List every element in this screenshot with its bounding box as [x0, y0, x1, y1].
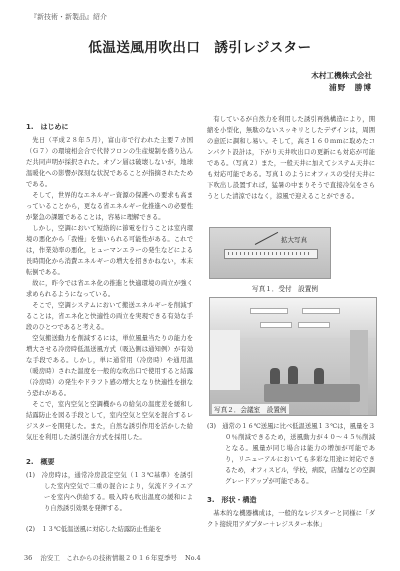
paragraph: 先日（平成２８年５月），富山市で行われた主要７カ国（Ｇ７）の環境相会合で代替フロンの生産規制を盛り込んだ共同声明が採択された。オゾン層は破壊しないが，地球温暖化への影響が深刻な状況であることが指摘されたためである。: [26, 137, 193, 188]
list-item: (2) １３℃低温送風に対応した結露防止性能を: [26, 526, 162, 533]
person: [270, 368, 280, 384]
diffuser-slots: [228, 252, 312, 255]
person: [314, 368, 324, 384]
window: [210, 330, 240, 390]
issue-number: No.4: [184, 554, 201, 562]
zoom-callout-label: 拡大写真: [281, 236, 307, 244]
page-number: 36: [24, 554, 33, 562]
paragraph: 空気搬送動力を削減するには，単位風量当たりの能力を増大させる冷房時低温送風方式（吸込側は通知例）が有効な手段である。しかし，単に通常用（冷房時）や通用温（暖房時）された温度を一般的な吹出口で使用すると結露（冷房時）の発生やドラフト感の増大となり快適性を損なう恐れがある。: [26, 335, 193, 397]
section-heading: 1. はじめに: [26, 123, 69, 131]
column-tag: 『新技術・新製品』紹介: [30, 13, 107, 21]
meeting-table: [264, 384, 360, 402]
paragraph: 有しているが自然力を利用した誘引再熱構造により，開縮を小型化，無駄のないスッキリとしたデザインは，周囲の意匠に調和し易い。そして，高さ１６０ｍｍに取めたコンパクト設計は，下がり天井吹出口の更新にも対応が可能である。（写真２）また，一般天井に加えてシステム天井にも対応可能である。写真１のようにオフィスの受付天井に下吹出し設置すれば，猛暑の中まりそうで直接冷気をさらうとした清涼ではなく，涼風で迎えることができる。: [207, 116, 375, 200]
paragraph: 基本的な機器構成は，一般的なレジスターと同様に「ダクト接続用アダプター＋レジスター本体」: [207, 510, 375, 528]
section-heading: 2. 概要: [26, 458, 55, 466]
photo-caption-1: 写真１．受付 設置例: [252, 285, 318, 293]
author-name: 浦野 勝博: [329, 83, 372, 92]
paragraph: そこで，室内空気と空調機からの給気の温度差を緩和し結露防止を図る手段として，室内空気と空気を混合するレジスターを開発した。また，自然な誘引作用を活かした給気圧を利用した誘引混合方式を採用した。: [26, 401, 193, 441]
company-name: 木村工機株式会社: [311, 71, 372, 80]
list-item: (3) 通常の１６℃送風に比べ低温送風１３℃は，風量を３０％削減できるため，送風動力が４０～４５％削減となる。風量が同じ場合は能力の増加が可能であり，リニューアルにおいても多彩な用途に対応できるため，オフィスビル，学校，病院，店舗などの空調グレードアップが可能である。: [207, 423, 375, 485]
right-column-top: [207, 114, 375, 202]
left-column: [26, 118, 193, 535]
photo-meeting-room: [209, 297, 377, 416]
paragraph: そして，世界的なエネルギー資源の保護への要求も高まっていることから，更なる省エネルギー化推進への必要性が緊急の課題であることは，容易に理解できる。: [26, 192, 193, 221]
paragraph: 故に，昨今では省エネ化の推進と快適環境の両立が強く求められるようになっている。: [26, 280, 193, 298]
list-item: (1) 冷房時は，通常冷房設定空気（１３℃基準）を誘引した室内空気で二重の混合により，気流ドライエアーを室内へ供給する。吸入時も吹出温度の緩和により自然誘引効果を発揮する。: [26, 472, 193, 512]
photo-caption-2: 写真２．会議室 設置例: [214, 406, 287, 414]
page-footer: [24, 553, 207, 562]
person: [288, 366, 298, 384]
article-title: 低温送風用吹出口 誘引レジスター: [88, 40, 312, 56]
section-heading: 3. 形状・構造: [207, 496, 257, 504]
journal-name: 治安工 これからの技術情報２０１６年夏季号: [40, 554, 177, 562]
right-column-bottom: [207, 421, 375, 530]
paragraph: そこで，空調システムにおいて搬送エネルギーを削減することは，省エネ化と快適性の両立を実現できる有効な手段のひとつであると考える。: [26, 302, 193, 331]
paragraph: しかし，空調において短絡的に節電を行うことは室内環境の悪化から「我慢」を強いられる可能性がある。これでは，作業効率の悪化，ヒューマンエラーの発生などによる長時間化から消費エネルギーの増大を招きかねない，本末転倒である。: [26, 225, 193, 276]
pillar: [350, 330, 368, 415]
